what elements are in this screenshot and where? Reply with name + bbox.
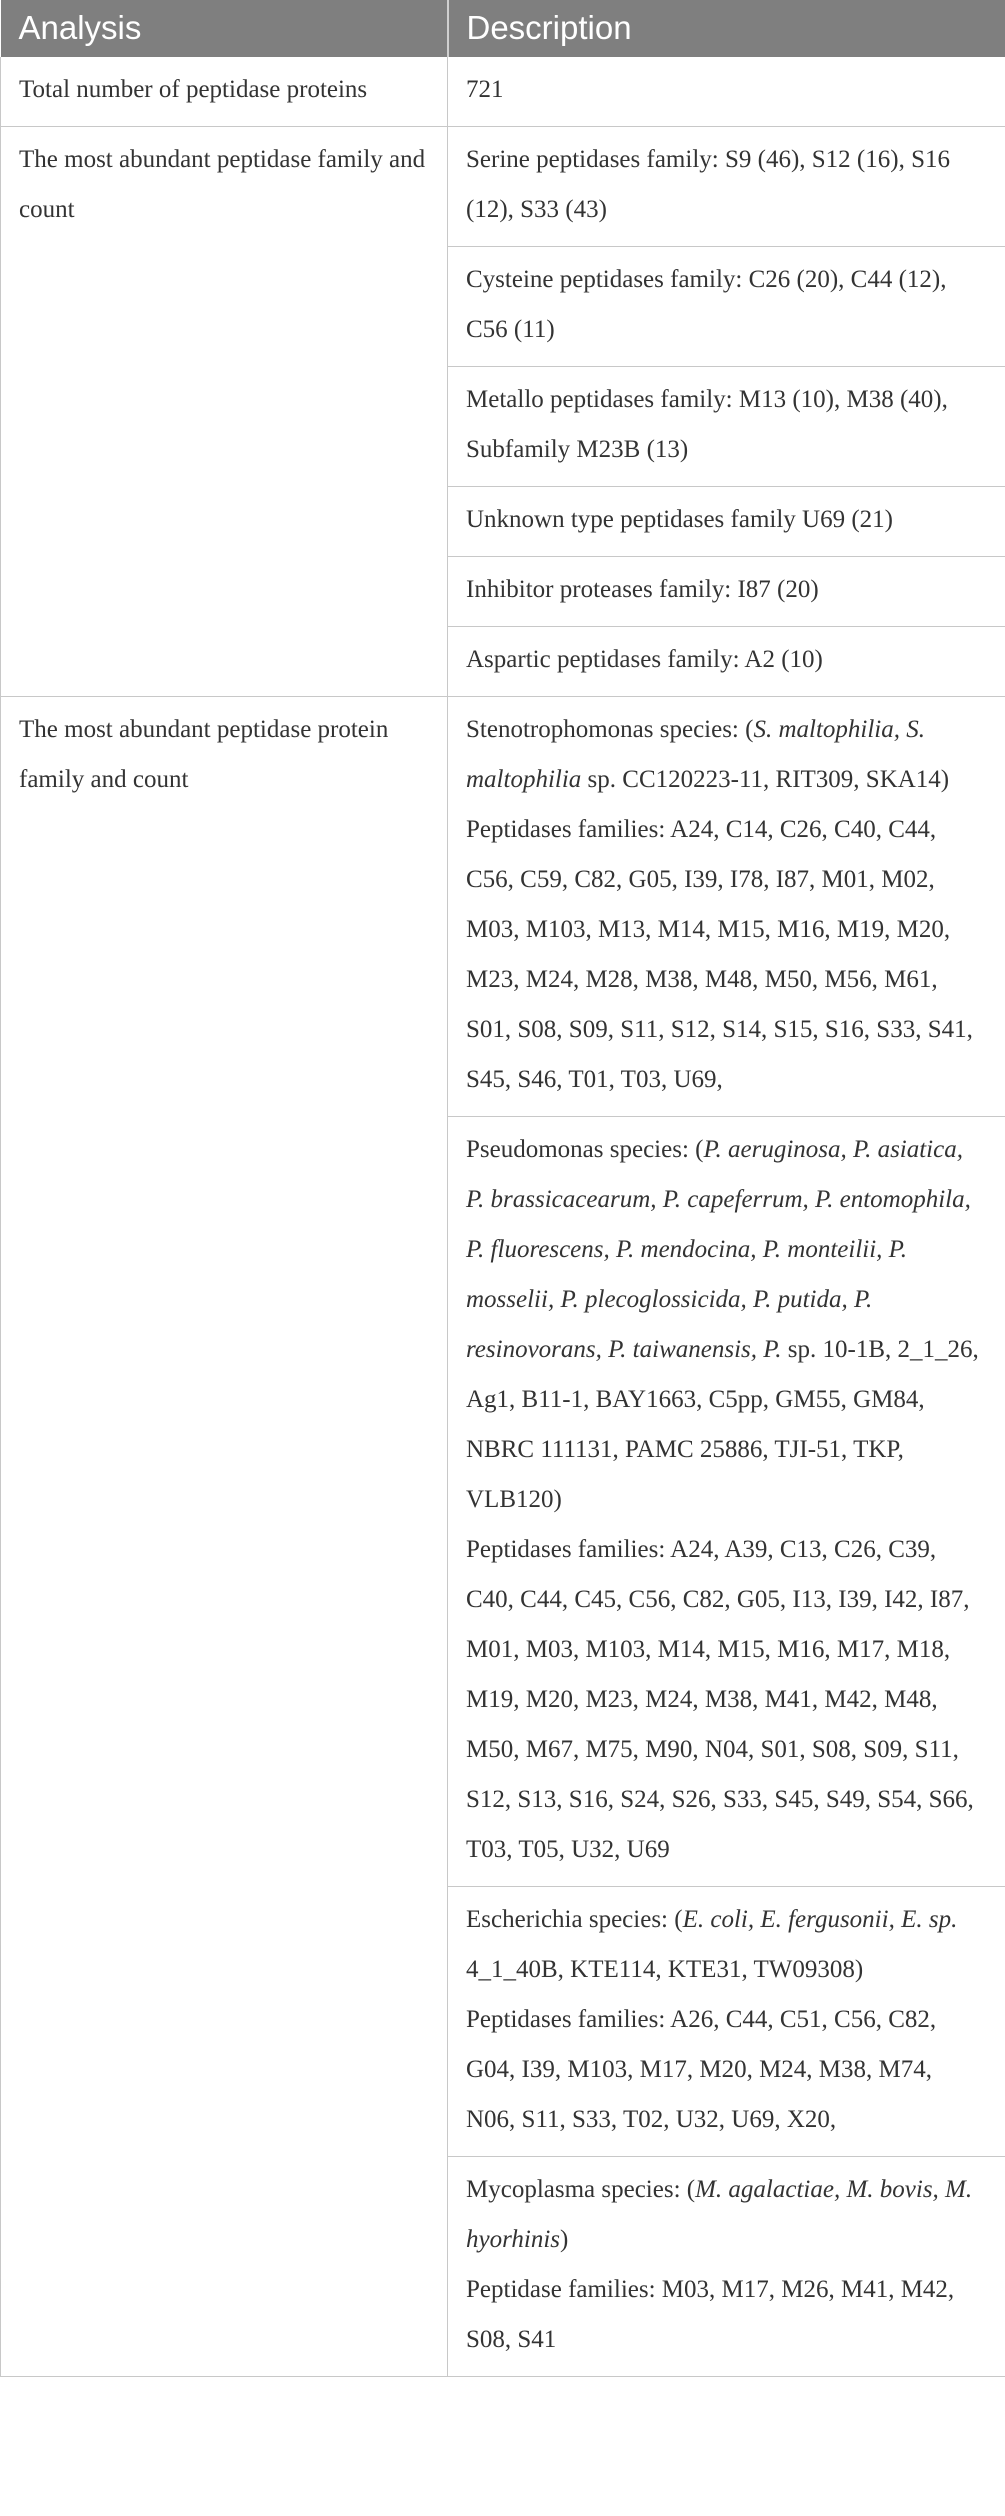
species-cell-mycoplasma — [448, 2157, 1005, 2377]
species-strains: ) — [560, 2226, 569, 2253]
species-prefix: Mycoplasma species: ( — [466, 2176, 696, 2203]
species-cell-pseudomonas — [448, 1117, 1005, 1887]
species-italic-names: M. agalactiae, M. bovis, M. hyorhinis — [466, 2176, 973, 2253]
total-value: 721 — [448, 57, 1005, 127]
species-cell-escherichia — [448, 1887, 1005, 2157]
species-prefix: Pseudomonas species: ( — [466, 1136, 704, 1163]
table-row — [1, 697, 1005, 1117]
total-label: Total number of peptidase proteins — [1, 57, 448, 127]
family-item-unknown: Unknown type peptidases family U69 (21) — [448, 487, 1005, 557]
species-families: Peptidases families: A26, C44, C51, C56, C82, G04, I39, M103, M17, M20, M24, M38, M74, N06, S11, S33, T02, U32, U69, X20, — [466, 2006, 937, 2133]
species-line — [466, 2165, 987, 2265]
species-families: Peptidase families: M03, M17, M26, M41, M42, S08, S41 — [466, 2276, 955, 2353]
families-label: The most abundant peptidase family and count — [1, 127, 448, 697]
species-cell-stenotrophomonas — [448, 697, 1005, 1117]
species-prefix: Escherichia species: ( — [466, 1906, 683, 1933]
species-line — [466, 1125, 987, 1525]
table-row — [1, 127, 1005, 247]
family-item-inhibitor: Inhibitor proteases family: I87 (20) — [448, 557, 1005, 627]
species-strains: 4_1_40B, KTE114, KTE31, TW09308) — [466, 1956, 864, 1983]
species-line — [466, 1895, 987, 1995]
species-italic-names: E. coli, E. fergusonii, E. sp. — [682, 1906, 958, 1933]
species-italic-names: P. aeruginosa, P. asiatica, P. brassicacearum, P. capeferrum, P. entomophila, P. fluorescens, P. mendocina, P. monteilii, P. mosselii, P. plecoglossicida, P. putida, P. resinovorans, P. taiwanensis, P. — [466, 1136, 971, 1363]
family-item-aspartic: Aspartic peptidases family: A2 (10) — [448, 627, 1005, 697]
species-italic-names: S. maltophilia, S. maltophilia — [466, 716, 925, 793]
species-prefix: Stenotrophomonas species: ( — [466, 716, 754, 743]
header-analysis: Analysis — [1, 0, 448, 57]
family-item-cysteine: Cysteine peptidases family: C26 (20), C44 (12), C56 (11) — [448, 247, 1005, 367]
family-item-metallo: Metallo peptidases family: M13 (10), M38 (40), Subfamily M23B (13) — [448, 367, 1005, 487]
header-description: Description — [448, 0, 1005, 57]
species-strains: sp. 10-1B, 2_1_26, Ag1, B11-1, BAY1663, C5pp, GM55, GM84, NBRC 111131, PAMC 25886, TJI-51, TKP, VLB120) — [466, 1336, 979, 1513]
family-item-serine: Serine peptidases family: S9 (46), S12 (16), S16 (12), S33 (43) — [448, 127, 1005, 247]
header-row — [1, 0, 1005, 57]
species-line — [466, 705, 987, 805]
species-strains: sp. CC120223-11, RIT309, SKA14) — [581, 766, 950, 793]
species-families: Peptidases families: A24, C14, C26, C40, C44, C56, C59, C82, G05, I39, I78, I87, M01, M02, M03, M103, M13, M14, M15, M16, M19, M20, M23, M24, M28, M38, M48, M50, M56, M61, S01, S08, S09, S11, S12, S14, S15, S16, S33, S41, S45, S46, T01, T03, U69, — [466, 816, 973, 1093]
species-families: Peptidases families: A24, A39, C13, C26, C39, C40, C44, C45, C56, C82, G05, I13, I39, I42, I87, M01, M03, M103, M14, M15, M16, M17, M18, M19, M20, M23, M24, M38, M41, M42, M48, M50, M67, M75, M90, N04, S01, S08, S09, S11, S12, S13, S16, S24, S26, S33, S45, S49, S54, S66, T03, T05, U32, U69 — [466, 1536, 974, 1863]
table-row — [1, 57, 1005, 127]
protein-families-label: The most abundant peptidase protein family and count — [1, 697, 448, 2377]
